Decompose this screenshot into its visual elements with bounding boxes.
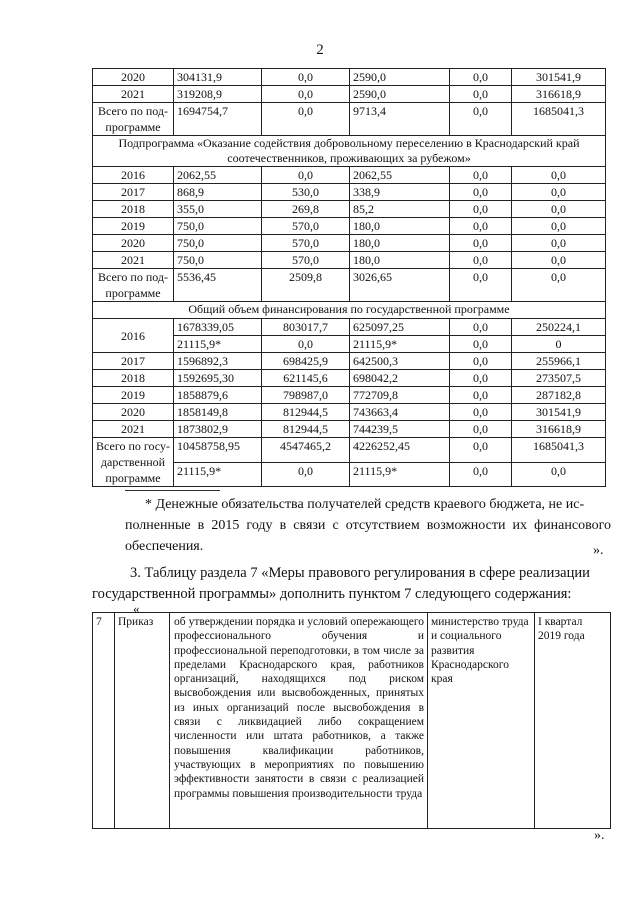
table-cell: 0,0 <box>450 370 512 387</box>
table-cell: 2062,55 <box>350 167 450 184</box>
table-cell: 0,0 <box>262 103 350 136</box>
table-cell: 1858879,6 <box>174 387 262 404</box>
table-cell: 319208,9 <box>174 86 262 103</box>
table-cell: 0,0 <box>262 69 350 86</box>
table-cell: 316618,9 <box>512 421 606 438</box>
table-cell: 21115,9* <box>174 336 262 353</box>
table-row <box>93 319 606 336</box>
table-row <box>93 218 606 235</box>
footnote <box>125 494 611 557</box>
table-cell: Всего по госу-дарственной программе <box>93 438 174 487</box>
table-cell: Всего по под-программе <box>93 103 174 136</box>
table-cell: 0,0 <box>450 235 512 252</box>
table-cell: 0,0 <box>450 86 512 103</box>
table-cell: 287182,8 <box>512 387 606 404</box>
table-row <box>93 167 606 184</box>
table-cell: 0,0 <box>450 269 512 302</box>
table-cell: 85,2 <box>350 201 450 218</box>
measure-description: об утверждении порядка и условий опережающего профессионального обучения и профессиональной переподготовки, в том числе за пределами Краснодарского края, работников организаций, находящихся под риском высвобождения или высвобожденных, принятых из иных организаций после высвобождения в связи с ликвидацией либо сокращением численности или штата работников, а также повышения квалификации работников, участвующих в мероприятиях по повышению эффективности занятости в связи с реализацией программы повышения производительности труда <box>170 613 428 829</box>
table-cell: 0,0 <box>450 184 512 201</box>
table-cell: 530,0 <box>262 184 350 201</box>
table-cell: 0,0 <box>512 201 606 218</box>
table-row <box>93 69 606 86</box>
table-cell: 0,0 <box>450 462 512 487</box>
table-cell: 0,0 <box>450 353 512 370</box>
table-cell: 1678339,05 <box>174 319 262 336</box>
table-cell: 21115,9* <box>350 336 450 353</box>
table-cell: 0,0 <box>512 252 606 269</box>
table-cell: 1592695,30 <box>174 370 262 387</box>
table-cell: 0,0 <box>450 252 512 269</box>
table-cell: 2020 <box>93 404 174 421</box>
table-row <box>93 184 606 201</box>
section-header-row <box>93 302 606 319</box>
table-cell: 21115,9* <box>350 462 450 487</box>
table-cell: 570,0 <box>262 235 350 252</box>
table-cell: 2017 <box>93 184 174 201</box>
table-cell: 5536,45 <box>174 269 262 302</box>
table-cell: 255966,1 <box>512 353 606 370</box>
table-cell: 2021 <box>93 86 174 103</box>
table-cell: 0,0 <box>262 462 350 487</box>
table-cell: 0,0 <box>512 269 606 302</box>
table-cell: 4226252,45 <box>350 438 450 463</box>
table-cell: 0,0 <box>450 167 512 184</box>
table-cell: 812944,5 <box>262 421 350 438</box>
table-row <box>93 438 606 463</box>
table-cell: 750,0 <box>174 235 262 252</box>
table-cell: 625097,25 <box>350 319 450 336</box>
footnote-line-1: * Денежные обязательства получателей средств краевого бюджета, не ис- <box>145 497 585 512</box>
table-cell: 273507,5 <box>512 370 606 387</box>
table-cell: 2016 <box>93 167 174 184</box>
table-row <box>93 86 606 103</box>
table-cell: 2020 <box>93 235 174 252</box>
table-cell: 301541,9 <box>512 69 606 86</box>
table-cell: 0,0 <box>512 462 606 487</box>
table-cell: 0,0 <box>262 336 350 353</box>
table-row <box>93 370 606 387</box>
closing-quote-2: ». <box>594 828 605 843</box>
table-row <box>93 387 606 404</box>
measure-row <box>93 613 611 829</box>
table-cell: 2020 <box>93 69 174 86</box>
table-row <box>93 103 606 136</box>
table-cell: 4547465,2 <box>262 438 350 463</box>
table-cell: 744239,5 <box>350 421 450 438</box>
table-cell: 9713,4 <box>350 103 450 136</box>
table-cell: 2590,0 <box>350 69 450 86</box>
table-cell: 743663,4 <box>350 404 450 421</box>
measure-type: Приказ <box>115 613 170 829</box>
table-cell: 0,0 <box>450 387 512 404</box>
table-cell: 798987,0 <box>262 387 350 404</box>
table-cell: 250224,1 <box>512 319 606 336</box>
table-cell: 750,0 <box>174 252 262 269</box>
table-cell: 0,0 <box>512 167 606 184</box>
table-cell: 2019 <box>93 387 174 404</box>
table-cell: 10458758,95 <box>174 438 262 463</box>
financing-table <box>92 68 606 487</box>
table-cell: 0,0 <box>450 421 512 438</box>
table-cell: 2062,55 <box>174 167 262 184</box>
table-cell: 868,9 <box>174 184 262 201</box>
measures-table <box>92 612 611 829</box>
table-cell: 0,0 <box>450 103 512 136</box>
table-cell: 0,0 <box>450 319 512 336</box>
table-row <box>93 252 606 269</box>
table-cell: 0,0 <box>450 438 512 463</box>
table-cell: 2017 <box>93 353 174 370</box>
table-cell: 642500,3 <box>350 353 450 370</box>
table-cell: 0,0 <box>450 69 512 86</box>
table-cell: 1873802,9 <box>174 421 262 438</box>
table-row <box>93 421 606 438</box>
paragraph-line-1: 3. Таблицу раздела 7 «Меры правового регулирования в сфере реализации <box>130 565 590 581</box>
section-header-row <box>93 136 606 167</box>
table-cell: Подпрограмма «Оказание содействия добровольному переселению в Краснодарский край соотечественников, проживающих за рубежом» <box>93 136 606 167</box>
table-row <box>93 269 606 302</box>
table-cell: 0,0 <box>512 218 606 235</box>
table-cell: 2509,8 <box>262 269 350 302</box>
table-row <box>93 235 606 252</box>
opening-quote: « <box>133 601 140 616</box>
table-row <box>93 404 606 421</box>
page-number: 2 <box>316 42 324 58</box>
table-cell: 2590,0 <box>350 86 450 103</box>
table-cell: 2018 <box>93 370 174 387</box>
table-cell: 621145,6 <box>262 370 350 387</box>
measure-term: I квартал 2019 года <box>535 613 611 829</box>
table-cell: 570,0 <box>262 218 350 235</box>
table-row <box>93 353 606 370</box>
table-cell: 21115,9* <box>174 462 262 487</box>
table-cell: 3026,65 <box>350 269 450 302</box>
table-cell: 2021 <box>93 421 174 438</box>
table-cell: 698042,2 <box>350 370 450 387</box>
table-cell: 2021 <box>93 252 174 269</box>
table-cell: 355,0 <box>174 201 262 218</box>
table-cell: 0,0 <box>512 235 606 252</box>
table-cell: 812944,5 <box>262 404 350 421</box>
table-cell: 803017,7 <box>262 319 350 336</box>
table-cell: 316618,9 <box>512 86 606 103</box>
table-cell: 1596892,3 <box>174 353 262 370</box>
table-cell: 2016 <box>93 319 174 353</box>
table-cell: 0,0 <box>262 167 350 184</box>
table-cell: 698425,9 <box>262 353 350 370</box>
table-cell: 0,0 <box>450 336 512 353</box>
table-cell: 180,0 <box>350 218 450 235</box>
table-cell: 0,0 <box>450 218 512 235</box>
table-cell: 750,0 <box>174 218 262 235</box>
table-cell: 772709,8 <box>350 387 450 404</box>
table-cell: Всего по под-программе <box>93 269 174 302</box>
table-cell: 304131,9 <box>174 69 262 86</box>
footnote-rule <box>125 490 220 491</box>
table-cell: 570,0 <box>262 252 350 269</box>
table-row <box>93 201 606 218</box>
table-cell: 180,0 <box>350 252 450 269</box>
footnote-line-2: полненные в 2015 году в связи с отсутствием возможности их финансового обеспечения. <box>125 518 611 554</box>
table-cell: 2018 <box>93 201 174 218</box>
table-cell: 338,9 <box>350 184 450 201</box>
table-cell: 1685041,3 <box>512 438 606 463</box>
table-cell: 1685041,3 <box>512 103 606 136</box>
amendment-paragraph <box>92 563 613 605</box>
table-cell: 0,0 <box>450 201 512 218</box>
table-cell: Общий объем финансирования по государственной программе <box>93 302 606 319</box>
table-cell: 2019 <box>93 218 174 235</box>
closing-quote: ». <box>593 543 604 558</box>
measure-executor: министерство труда и социального развития Краснодарского края <box>428 613 535 829</box>
table-cell: 180,0 <box>350 235 450 252</box>
table-cell: 269,8 <box>262 201 350 218</box>
table-cell: 0 <box>512 336 606 353</box>
table-cell: 301541,9 <box>512 404 606 421</box>
table-cell: 0,0 <box>450 404 512 421</box>
table-cell: 1858149,8 <box>174 404 262 421</box>
paragraph-line-2: государственной программы» дополнить пунктом 7 следующего содержания: <box>92 586 572 602</box>
table-cell: 0,0 <box>262 86 350 103</box>
table-cell: 1694754,7 <box>174 103 262 136</box>
measure-number: 7 <box>93 613 115 829</box>
table-cell: 0,0 <box>512 184 606 201</box>
